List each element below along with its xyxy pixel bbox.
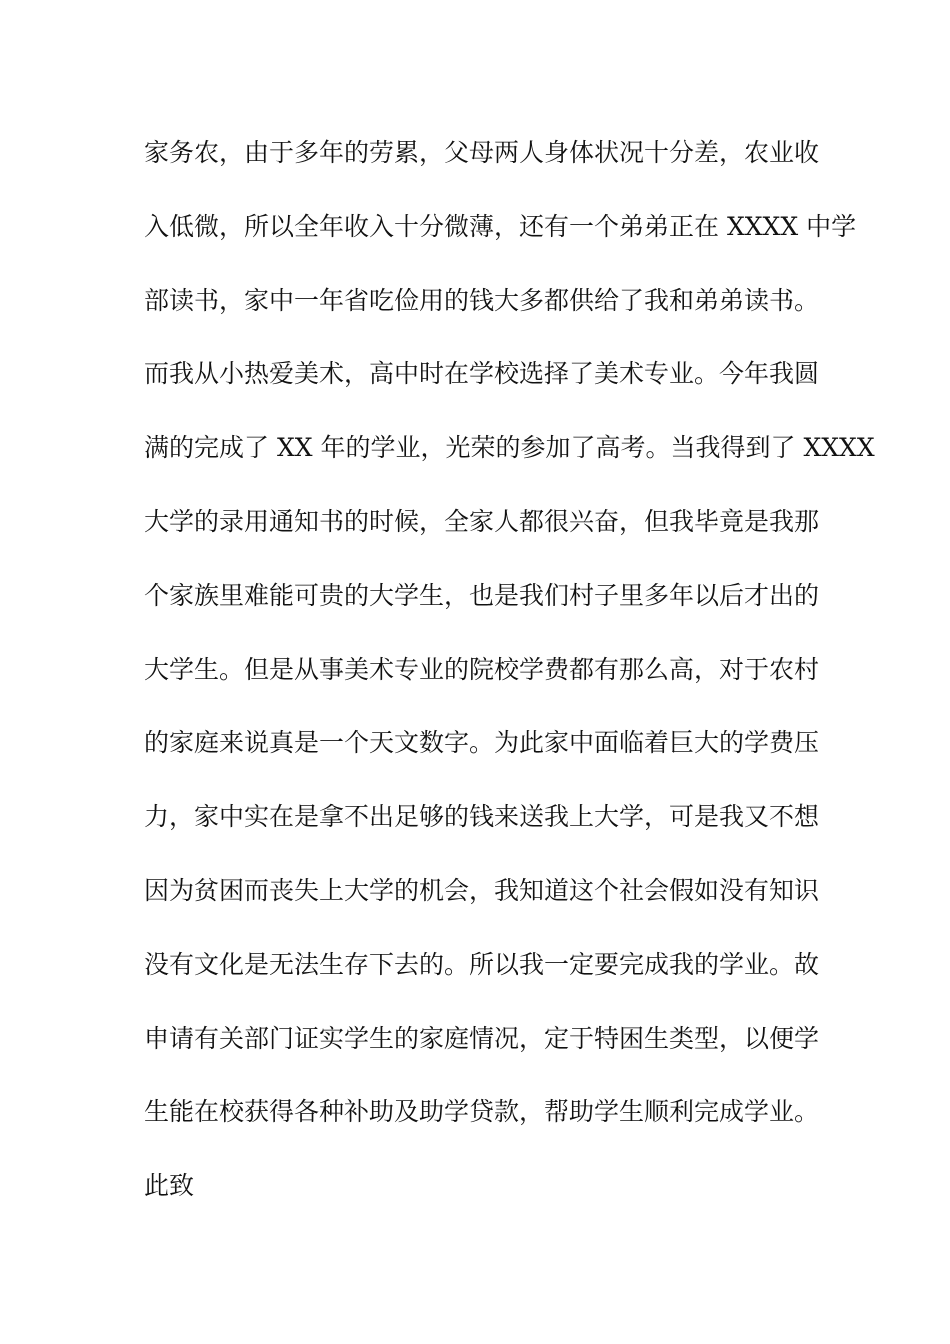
text-line: 大学生。但是从事美术专业的院校学费都有那么高，对于农村 [144, 654, 820, 684]
text-line: 因为贫困而丧失上大学的机会，我知道这个社会假如没有知识 [144, 875, 820, 905]
text-line: 入低微，所以全年收入十分微薄，还有一个弟弟正在 XXXX 中学 [144, 211, 857, 241]
text-line: 力，家中实在是拿不出足够的钱来送我上大学，可是我又不想 [144, 802, 820, 832]
text-line: 满的完成了 XX 年的学业，光荣的参加了高考。当我得到了 XXXX [144, 433, 875, 463]
text-line: 部读书，家中一年省吃俭用的钱大多都供给了我和弟弟读书。 [144, 285, 820, 315]
closing-salutation: 此致 [144, 1171, 195, 1201]
body-text [144, 130, 875, 1237]
text-line: 的家庭来说真是一个天文数字。为此家中面临着巨大的学费压 [144, 728, 820, 758]
text-line: 个家族里难能可贵的大学生，也是我们村子里多年以后才出的 [144, 580, 820, 610]
text-line: 家务农，由于多年的劳累，父母两人身体状况十分差，农业收 [144, 138, 820, 167]
text-line: 而我从小热爱美术，高中时在学校选择了美术专业。今年我圆 [144, 359, 820, 389]
text-line: 申请有关部门证实学生的家庭情况，定于特困生类型，以便学 [144, 1023, 820, 1053]
text-line: 大学的录用通知书的时候，全家人都很兴奋，但我毕竟是我那 [144, 506, 820, 536]
text-line: 生能在校获得各种补助及助学贷款，帮助学生顺利完成学业。 [144, 1097, 820, 1127]
text-line: 没有文化是无法生存下去的。所以我一定要完成我的学业。故 [144, 949, 820, 979]
